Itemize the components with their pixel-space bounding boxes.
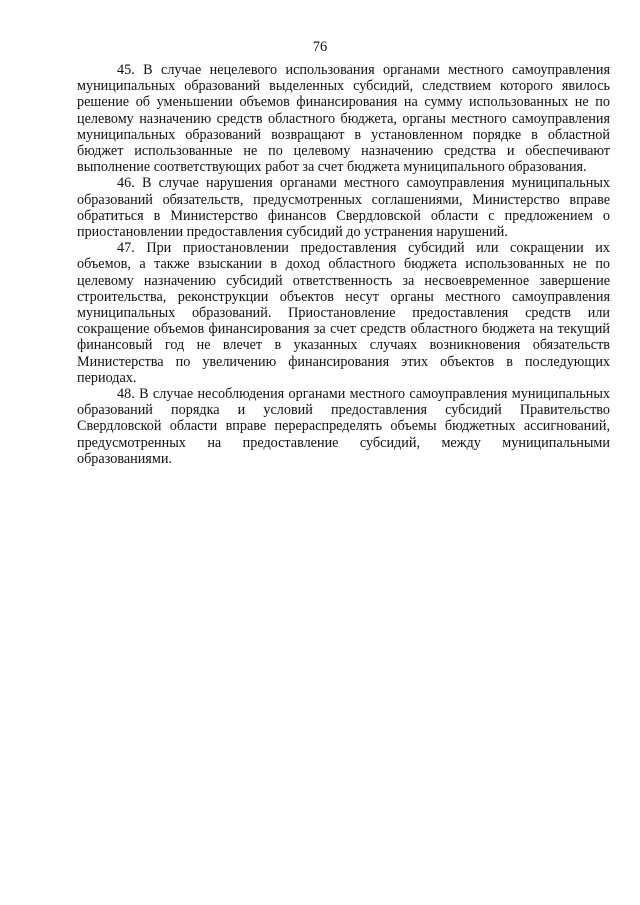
paragraph-48: 48. В случае несоблюдения органами местного самоуправления муниципальных образований порядка и условий предоставления субсидий Правительство Свердловской области вправе перераспределять объемы бюджетных ассигнований, предусмотренных на предоставление субсидий, между муниципальными образованиями. bbox=[77, 386, 610, 467]
paragraph-45: 45. В случае нецелевого использования органами местного самоуправления муниципальных образований выделенных субсидий, следствием которого явилось решение об уменьшении объемов финансирования на сумму использованных не по целевому назначению средств областного бюджета, органы местного самоуправления муниципальных образований возвращают в установленном порядке в областной бюджет использованные не по целевому назначению средства и обеспечивают выполнение соответствующих работ за счет бюджета муниципального образования. bbox=[77, 62, 610, 176]
page-number: 76 bbox=[312, 39, 328, 55]
paragraph-46: 46. В случае нарушения органами местного самоуправления муниципальных образований обязательств, предусмотренных соглашениями, Министерство вправе обратиться в Министерство финансов Свердловской области с предложением о приостановлении предоставления субсидий до устранения нарушений. bbox=[77, 175, 610, 241]
paragraph-47: 47. При приостановлении предоставления субсидий или сокращении их объемов, а также взыскании в доход областного бюджета использованных не по целевому назначению субсидий ответственность за несвоевременное завершение строительства, реконструкции объектов несут органы местного самоуправления муниципальных образований. Приостановление предоставления средств или сокращение объемов финансирования за счет средств областного бюджета на текущий финансовый год не влечет в указанных случаях возникновения обязательств Министерства по увеличению финансирования этих объектов в последующих периодах. bbox=[77, 240, 610, 386]
document-body bbox=[77, 62, 610, 467]
